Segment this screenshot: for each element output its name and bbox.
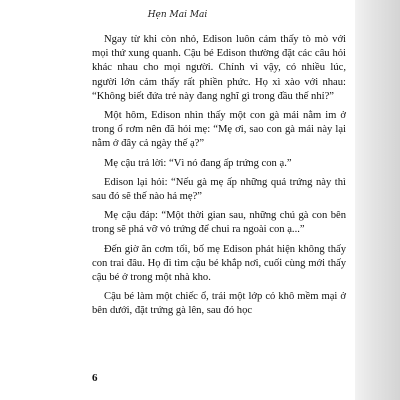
page-number: 6 bbox=[92, 372, 98, 384]
paragraph: Cậu bé làm một chiếc ổ, trải một lớp cỏ khô mềm mại ở bên dưới, đặt trứng gà lên, sau đó học bbox=[92, 291, 346, 317]
paragraph: Mẹ cậu trả lời: “Vì nó đang ấp trứng con ạ.” bbox=[104, 157, 292, 169]
paragraph: Edison lại hỏi: “Nếu gà mẹ ấp những quả trứng này thì sau đó sẽ thế nào hả mẹ?” bbox=[92, 176, 346, 203]
running-header: Hẹn Mai Mai bbox=[147, 10, 208, 20]
paragraph: Ngay từ khi còn nhỏ, Edison luôn cảm thấy tò mò với mọi thứ xung quanh. Cậu bé Edison thường đặt các câu hỏi khác nhau cho mọi người. Chính vì vậy, có nhiều lúc, người lớn cảm thấy rất phiền phức. Họ xì xào với nhau: “Không biết đứa trẻ này đang nghĩ gì trong đầu thế nhỉ?” bbox=[92, 34, 346, 102]
paragraph: Một hôm, Edison nhìn thấy một con gà mái nằm im ở trong ổ rơm nên đã hỏi mẹ: “Mẹ ơi, sao con gà mái này lại nằm ở đây cả ngày thế ạ?” bbox=[92, 110, 346, 150]
paragraph: Đến giờ ăn cơm tối, bố mẹ Edison phát hiện không thấy con trai đâu. Họ đi tìm cậu bé khắp nơi, cuối cùng mới thấy cậu bé ở trong một nhà kho. bbox=[92, 243, 346, 284]
page-edge-shadow bbox=[355, 0, 400, 400]
body-text bbox=[92, 33, 346, 324]
paragraph: Mẹ cậu đáp: “Một thời gian sau, những chú gà con bên trong sẽ phá vỡ vỏ trứng để chui ra ngoài con ạ...” bbox=[92, 210, 346, 236]
